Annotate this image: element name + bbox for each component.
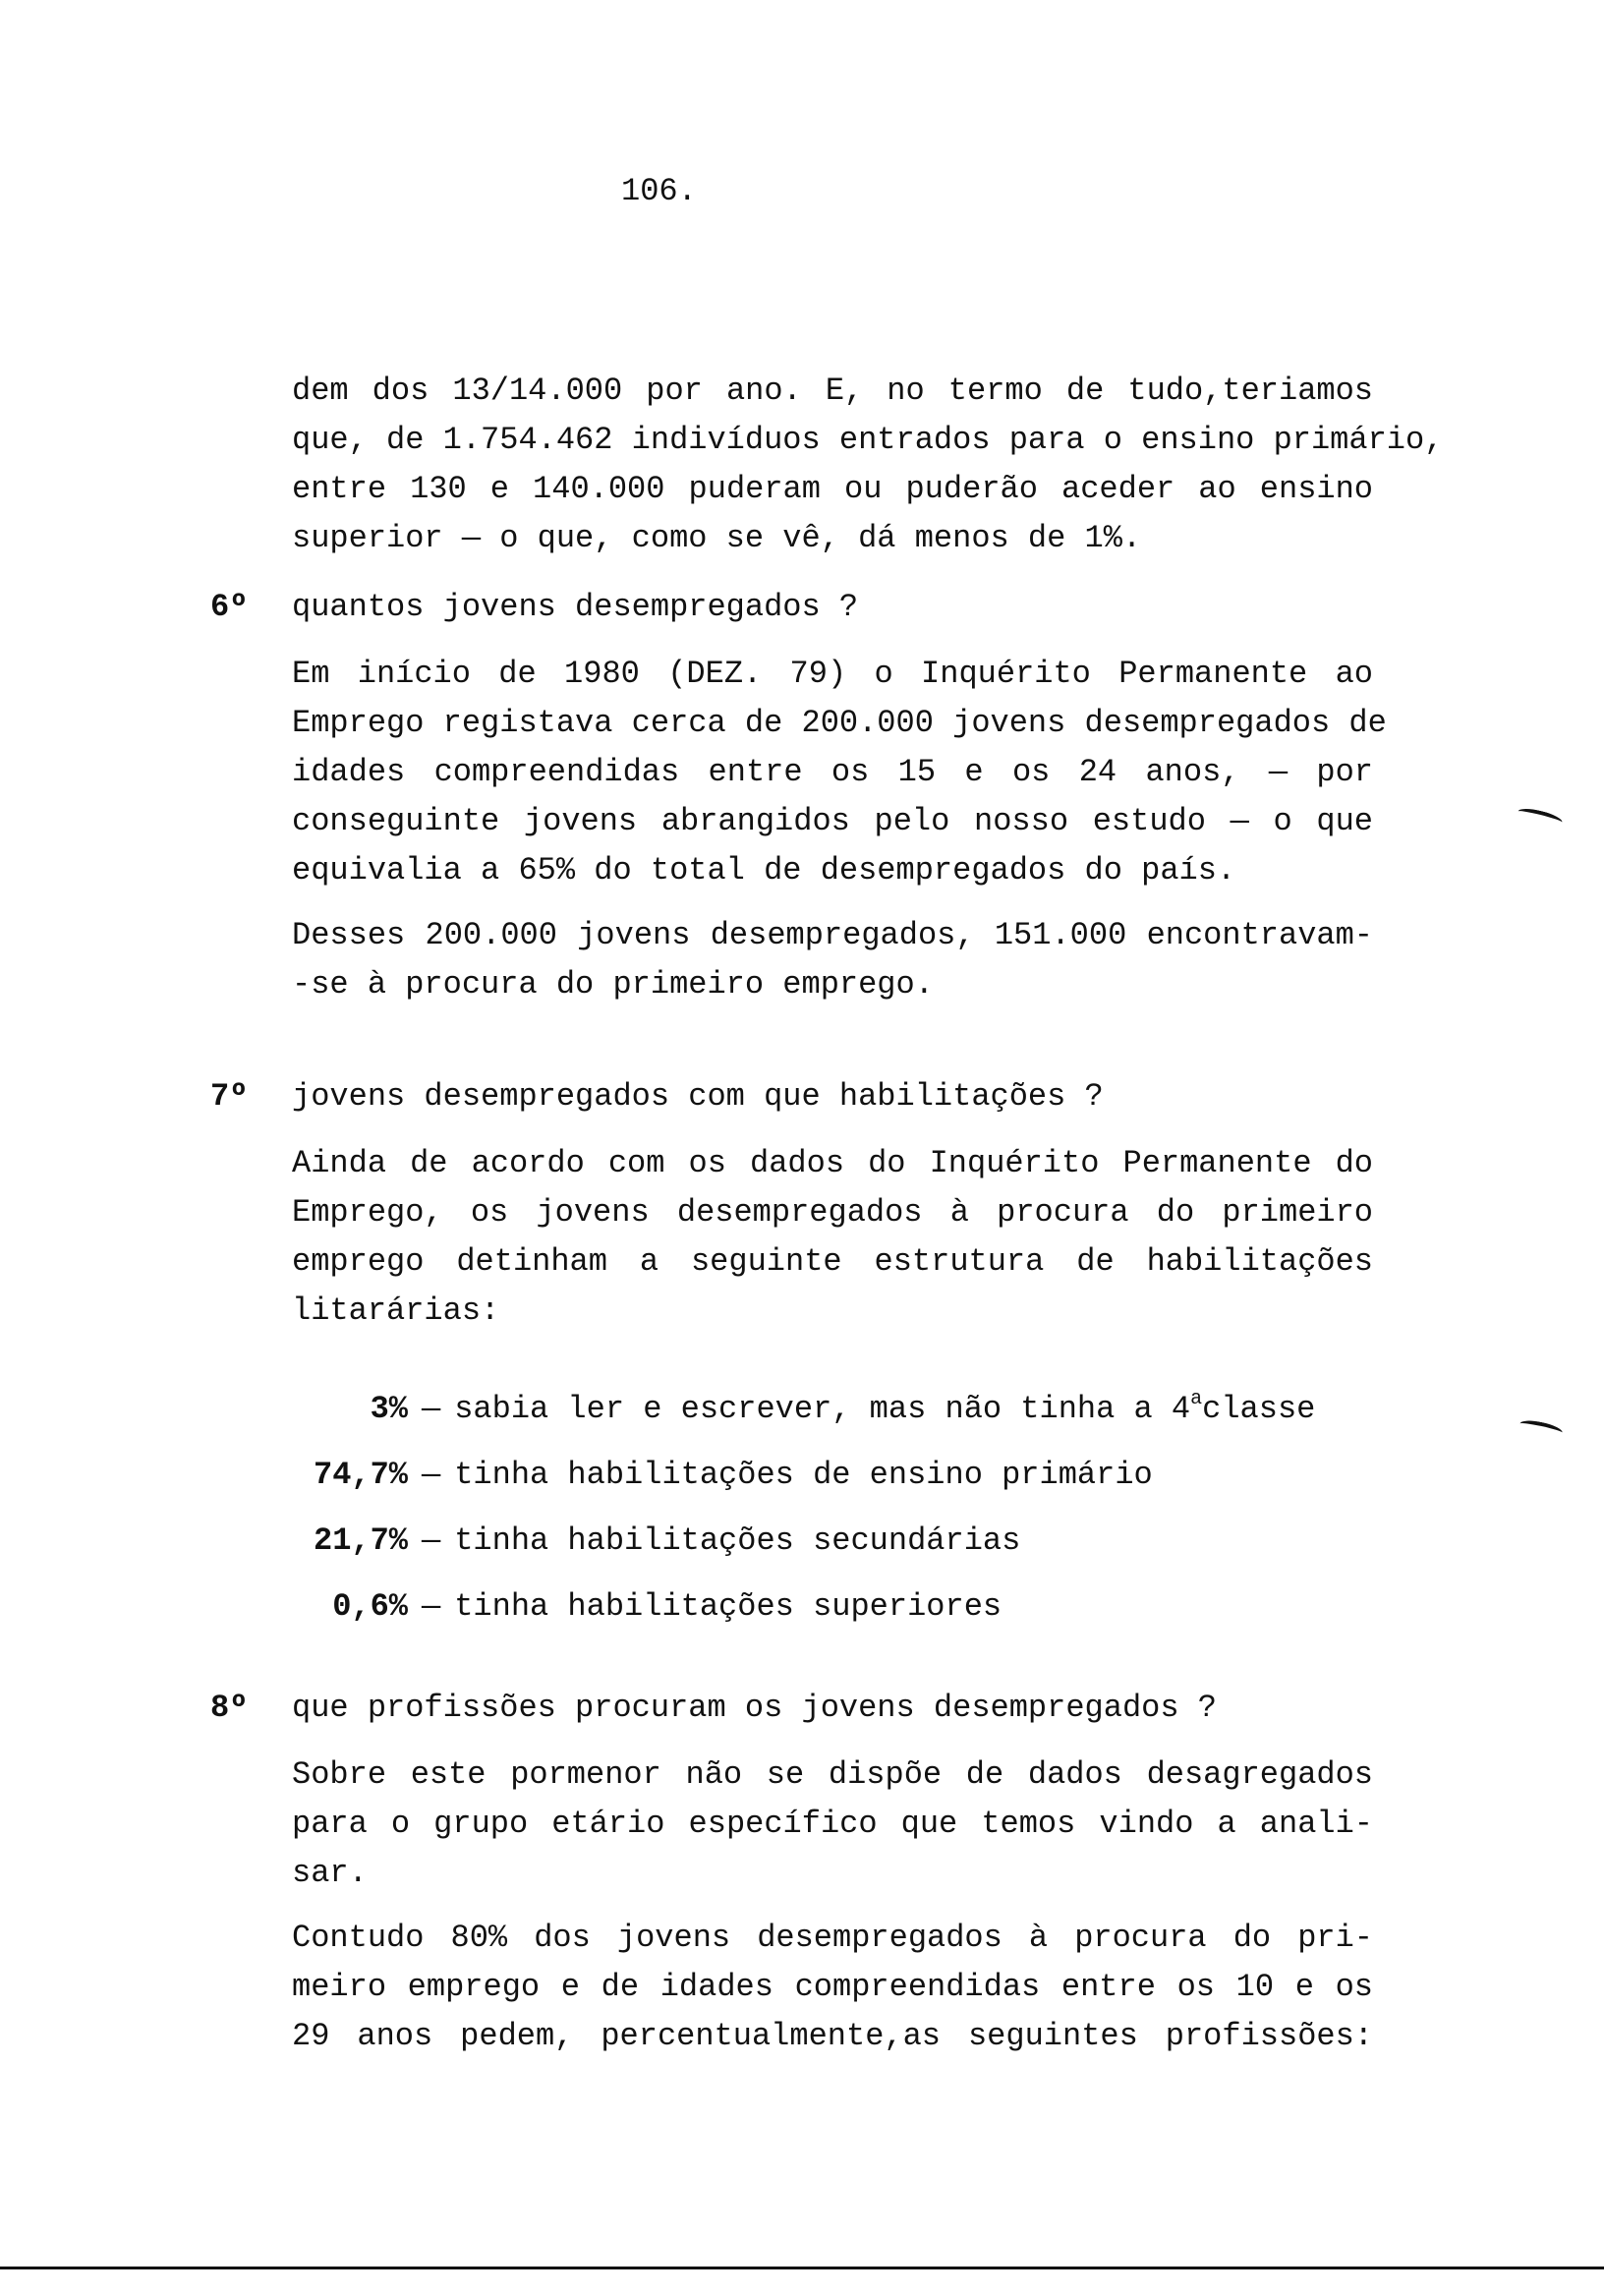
section-number: 6º [210, 589, 249, 625]
page-number: 106. [621, 173, 697, 209]
list-item-dash: — [422, 1588, 441, 1625]
paragraph-line: 29 anos pedem, percentualmente,as seguintes profissões: [292, 2018, 1373, 2054]
paragraph-line: Emprego registava cerca de 200.000 jovens desempregados de [292, 705, 1387, 741]
list-item-percent: 0,6% [332, 1588, 408, 1625]
list-item-percent: 21,7% [313, 1522, 408, 1559]
section-number: 7º [210, 1078, 249, 1115]
list-item-text: sabia ler e escrever, mas não tinha a 4 [454, 1391, 1191, 1427]
paragraph-line: litarárias: [292, 1292, 500, 1329]
paragraph-line: Contudo 80% dos jovens desempregados à procura do pri- [292, 1920, 1373, 1956]
paragraph-line: dem dos 13/14.000 por ano. E, no termo de tudo,teriamos [292, 373, 1373, 409]
list-item-dash: — [422, 1391, 441, 1427]
section-question: que profissões procuram os jovens desempregados ? [292, 1690, 1217, 1726]
list-item-text-after: classe [1202, 1391, 1316, 1427]
list-item-text: tinha habilitações superiores [454, 1588, 1002, 1625]
section-question: jovens desempregados com que habilitações ? [292, 1078, 1104, 1115]
paragraph-line: meiro emprego e de idades compreendidas entre os 10 e os [292, 1969, 1373, 2005]
paragraph-line: idades compreendidas entre os 15 e os 24 anos, — por [292, 754, 1373, 790]
list-item-dash: — [422, 1457, 441, 1493]
section-number: 8º [210, 1690, 249, 1726]
paragraph-line: que, de 1.754.462 indivíduos entrados para o ensino primário, [292, 422, 1444, 458]
section-question: quantos jovens desempregados ? [292, 589, 859, 625]
paragraph-line: entre 130 e 140.000 puderam ou puderão aceder ao ensino [292, 471, 1373, 507]
list-item [292, 1521, 1020, 1561]
paragraph-line: para o grupo etário específico que temos vindo a anali- [292, 1806, 1373, 1842]
paragraph-line: sar. [292, 1855, 368, 1891]
paragraph-line: Ainda de acordo com os dados do Inquérito Permanente do [292, 1145, 1373, 1181]
paragraph-line: Desses 200.000 jovens desempregados, 151.000 encontravam- [292, 917, 1373, 953]
margin-mark [1517, 806, 1564, 829]
bottom-rule [0, 2267, 1604, 2269]
list-item-dash: — [422, 1522, 441, 1559]
paragraph-line: conseguinte jovens abrangidos pelo nosso estudo — o que [292, 803, 1373, 839]
list-item-text: tinha habilitações de ensino primário [454, 1457, 1153, 1493]
paragraph-line: Emprego, os jovens desempregados à procura do primeiro [292, 1194, 1373, 1231]
paragraph-line: emprego detinham a seguinte estrutura de habilitações [292, 1243, 1373, 1280]
paragraph-line: equivalia a 65% do total de desempregados do país. [292, 852, 1236, 889]
list-item [292, 1390, 1315, 1429]
paragraph-line: Em início de 1980 (DEZ. 79) o Inquérito Permanente ao [292, 656, 1373, 692]
list-item-text: tinha habilitações secundárias [454, 1522, 1021, 1559]
list-item-percent: 3% [370, 1391, 408, 1427]
paragraph-line: -se à procura do primeiro emprego. [292, 966, 934, 1003]
list-item-percent: 74,7% [313, 1457, 408, 1493]
paragraph-line: Sobre este pormenor não se dispõe de dados desagregados [292, 1756, 1373, 1793]
paragraph-line: superior — o que, como se vê, dá menos de 1%. [292, 520, 1142, 556]
list-item [292, 1587, 1002, 1627]
list-item-superscript: a [1190, 1388, 1203, 1410]
list-item [292, 1456, 1153, 1495]
margin-mark [1518, 1418, 1564, 1439]
